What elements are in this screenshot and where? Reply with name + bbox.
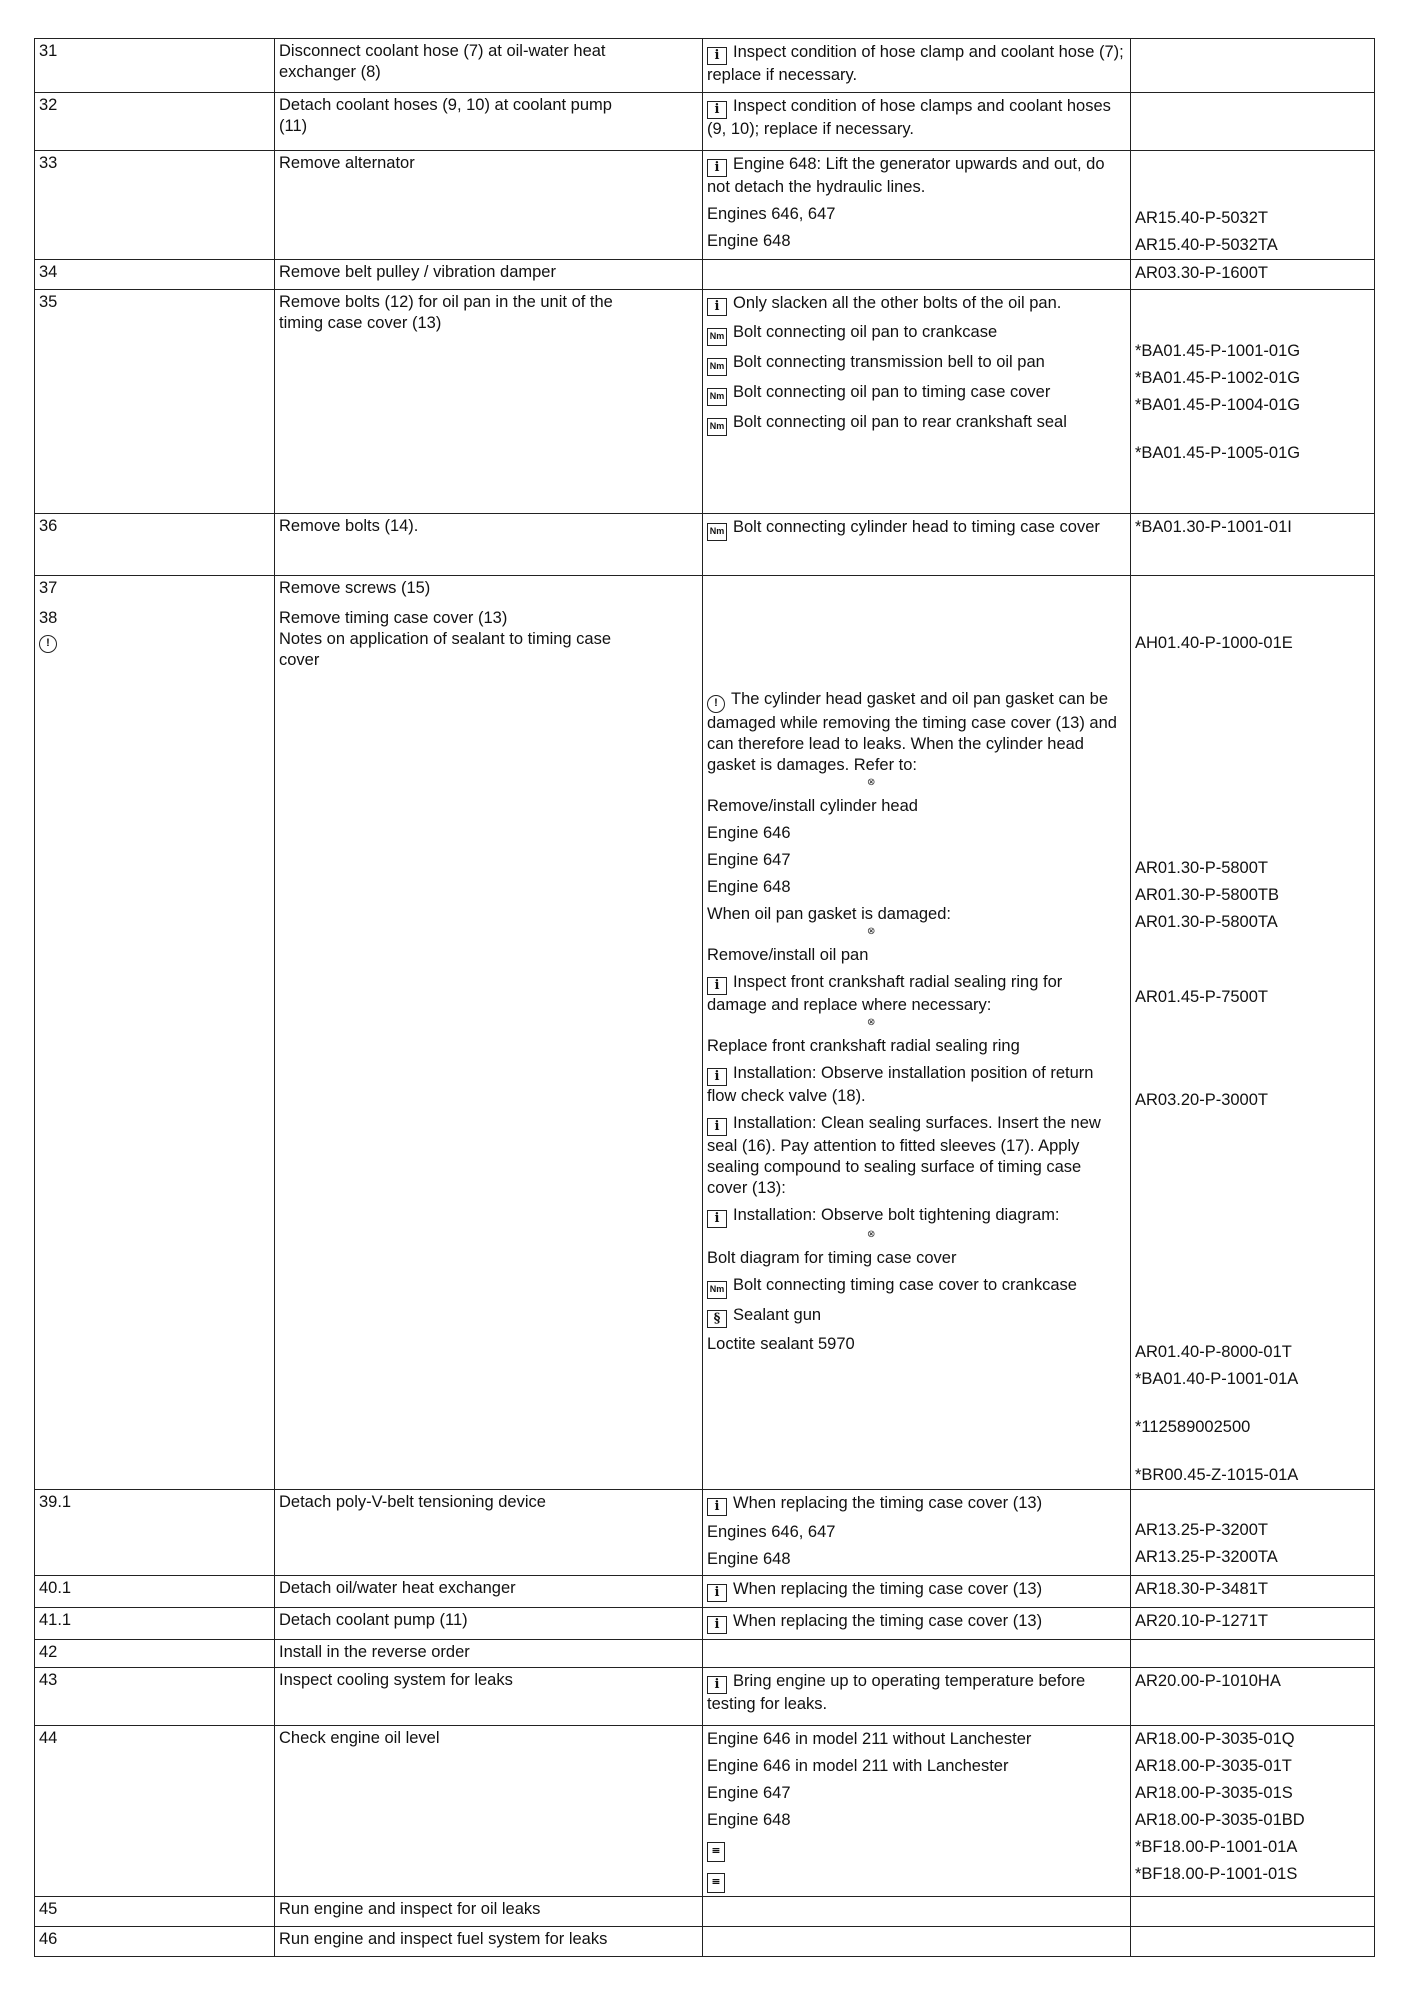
special-tool-icon: § <box>707 1310 727 1328</box>
step-action: Disconnect coolant hose (7) at oil-water heat exchanger (8) <box>275 39 703 93</box>
step-reference <box>1131 514 1375 576</box>
info-icon: i <box>707 1210 727 1228</box>
step-notes: ! The cylinder head gasket and oil pan gasket can be damaged while removing the timing case cover (13) and can therefore lead to leaks. When the cylinder head gasket is damages. Refer to: ⊗ Remove/install cylinder head Engine 646 Engine 647 Engine 648 When oil pan gasket is damaged: ⊗ Remove/install oil pan i Inspect front crankshaft radial sealing ring for damage and replace where necessary: ⊗ Replace front crankshaft radial sealing ring i Installation: Observe installation position of return flow check valve (18). i Installation: Clean sealing surfaces. Insert the new seal (16). Pay attention to fitted sleeves (17). Apply sealing compound to sealing surface of timing case cover (13): i Installation: Observe bolt tightening diagram: ⊗ Bolt diagram for timing case cover Nm Bolt connecting timing case cover to crankcase § Sealant gun Loctite sealant 5970 <box>703 576 1131 1490</box>
info-icon: i <box>707 977 727 995</box>
table-row <box>35 151 1375 260</box>
step-action: Detach oil/water heat exchanger <box>275 1576 703 1608</box>
step-notes <box>703 1927 1131 1957</box>
reference-link[interactable]: AR13.25-P-3200TA <box>1135 1548 1278 1566</box>
reference-link[interactable]: *BA01.45-P-1002-01G <box>1135 369 1301 387</box>
reference-link[interactable]: AR01.40-P-8000-01T <box>1135 1343 1292 1361</box>
step-reference <box>1131 290 1375 514</box>
step-notes: i When replacing the timing case cover (13) <box>703 1576 1131 1608</box>
reference-link[interactable]: AH01.40-P-1000-01E <box>1135 634 1293 652</box>
step-reference <box>1131 260 1375 290</box>
reference-link[interactable]: AR15.40-P-5032TA <box>1135 236 1278 254</box>
step-action: Remove alternator <box>275 151 703 260</box>
step-number: 38 <box>39 609 58 627</box>
step-reference <box>1131 1668 1375 1726</box>
step-notes: i Only slacken all the other bolts of the oil pan. Nm Bolt connecting oil pan to crankcase Nm Bolt connecting transmission bell to oil pan Nm Bolt connecting oil pan to timing case cover Nm Bolt connecting oil pan to rear crankshaft seal <box>703 290 1131 514</box>
step-action: Detach poly-V-belt tensioning device <box>275 1490 703 1576</box>
step-number: 42 <box>35 1640 275 1668</box>
reference-link[interactable]: AR03.20-P-3000T <box>1135 1091 1268 1109</box>
reference-link[interactable]: AR20.00-P-1010HA <box>1135 1672 1281 1690</box>
step-action: Run engine and inspect for oil leaks <box>275 1897 703 1927</box>
reference-link[interactable]: *112589002500 <box>1135 1418 1251 1436</box>
risk-icon: ! <box>707 695 725 713</box>
step-reference <box>1131 1490 1375 1576</box>
oil-capacity-icon: ≡ <box>707 1873 725 1893</box>
table-row <box>35 1640 1375 1668</box>
table-row <box>35 1668 1375 1726</box>
step-notes <box>703 260 1131 290</box>
step-action: Detach coolant hoses (9, 10) at coolant pump (11) <box>275 93 703 151</box>
step-number: 40.1 <box>35 1576 275 1608</box>
step-notes: i Inspect condition of hose clamps and coolant hoses (9, 10); replace if necessary. <box>703 93 1131 151</box>
reference-link[interactable]: AR15.40-P-5032T <box>1135 209 1268 227</box>
reference-link[interactable]: AR03.30-P-1600T <box>1135 264 1268 282</box>
reference-link[interactable]: AR18.00-P-3035-01Q <box>1135 1730 1295 1748</box>
step-number: 37 <box>39 579 58 597</box>
step-number: 33 <box>35 151 275 260</box>
step-notes: i Inspect condition of hose clamp and coolant hose (7); replace if necessary. <box>703 39 1131 93</box>
risk-icon: ! <box>39 635 57 653</box>
step-number: 35 <box>35 290 275 514</box>
step-number: 36 <box>35 514 275 576</box>
reference-link[interactable]: *BA01.30-P-1001-01I <box>1135 518 1292 536</box>
step-action: Run engine and inspect fuel system for leaks <box>275 1927 703 1957</box>
table-row <box>35 260 1375 290</box>
reference-link[interactable]: AR18.00-P-3035-01S <box>1135 1784 1293 1802</box>
step-reference <box>1131 576 1375 1490</box>
reference-link[interactable]: *BR00.45-Z-1015-01A <box>1135 1466 1299 1484</box>
step-reference <box>1131 1608 1375 1640</box>
table-row <box>35 576 1375 1490</box>
step-action: Detach coolant pump (11) <box>275 1608 703 1640</box>
step-action: Install in the reverse order <box>275 1640 703 1668</box>
step-action: Remove belt pulley / vibration damper <box>275 260 703 290</box>
cross-reference-icon: ⊗ <box>867 1017 876 1028</box>
info-icon: i <box>707 1676 727 1694</box>
step-reference <box>1131 1576 1375 1608</box>
step-reference <box>1131 1927 1375 1957</box>
step-reference <box>1131 1897 1375 1927</box>
info-icon: i <box>707 1118 727 1136</box>
info-icon: i <box>707 47 727 65</box>
step-action: Check engine oil level <box>275 1726 703 1897</box>
info-icon: i <box>707 101 727 119</box>
step-notes <box>703 1897 1131 1927</box>
table-row <box>35 93 1375 151</box>
step-number: 44 <box>35 1726 275 1897</box>
torque-nm-icon: Nm <box>707 523 727 541</box>
torque-nm-icon: Nm <box>707 418 727 436</box>
step-number-group <box>35 576 275 1490</box>
reference-link[interactable]: *BA01.45-P-1005-01G <box>1135 444 1301 462</box>
info-icon: i <box>707 298 727 316</box>
step-number: 46 <box>35 1927 275 1957</box>
reference-link[interactable]: AR01.45-P-7500T <box>1135 988 1268 1006</box>
reference-link[interactable]: *BA01.45-P-1004-01G <box>1135 396 1301 414</box>
table-row <box>35 1490 1375 1576</box>
table-row <box>35 1576 1375 1608</box>
reference-link[interactable]: AR20.10-P-1271T <box>1135 1612 1268 1630</box>
step-number: 39.1 <box>35 1490 275 1576</box>
step-notes: i When replacing the timing case cover (13) <box>703 1608 1131 1640</box>
info-icon: i <box>707 159 727 177</box>
step-action: Remove bolts (12) for oil pan in the unit of the timing case cover (13) <box>275 290 703 514</box>
reference-link[interactable]: *BF18.00-P-1001-01A <box>1135 1838 1298 1856</box>
cross-reference-icon: ⊗ <box>867 926 876 937</box>
step-number: 34 <box>35 260 275 290</box>
info-icon: i <box>707 1068 727 1086</box>
table-row <box>35 1726 1375 1897</box>
step-number: 45 <box>35 1897 275 1927</box>
step-notes: i Engine 648: Lift the generator upwards and out, do not detach the hydraulic lines. Engines 646, 647 Engine 648 <box>703 151 1131 260</box>
step-notes: i Bring engine up to operating temperature before testing for leaks. <box>703 1668 1131 1726</box>
cross-reference-icon: ⊗ <box>867 1229 876 1240</box>
step-number: 31 <box>35 39 275 93</box>
step-number: 32 <box>35 93 275 151</box>
reference-link[interactable]: AR13.25-P-3200T <box>1135 1521 1268 1539</box>
procedure-table <box>34 38 1375 1957</box>
torque-nm-icon: Nm <box>707 1281 727 1299</box>
step-reference <box>1131 151 1375 260</box>
reference-link[interactable]: AR18.00-P-3035-01BD <box>1135 1811 1305 1829</box>
reference-link[interactable]: AR01.30-P-5800TB <box>1135 886 1279 904</box>
table-row <box>35 514 1375 576</box>
step-action-group: Remove screws (15) Remove timing case cover (13) Notes on application of sealant to timing case cover <box>275 576 703 1490</box>
torque-nm-icon: Nm <box>707 328 727 346</box>
step-notes: Engine 646 in model 211 without Lanchester Engine 646 in model 211 with Lanchester Engine 647 Engine 648 ≡ ≡ <box>703 1726 1131 1897</box>
step-action: Remove bolts (14). <box>275 514 703 576</box>
step-number: 41.1 <box>35 1608 275 1640</box>
table-row <box>35 1608 1375 1640</box>
info-icon: i <box>707 1498 727 1516</box>
table-row <box>35 39 1375 93</box>
table-row <box>35 290 1375 514</box>
step-reference <box>1131 93 1375 151</box>
cross-reference-icon: ⊗ <box>867 777 876 788</box>
step-notes <box>703 1640 1131 1668</box>
torque-nm-icon: Nm <box>707 388 727 406</box>
oil-capacity-icon: ≡ <box>707 1842 725 1862</box>
torque-nm-icon: Nm <box>707 358 727 376</box>
reference-link[interactable]: *BF18.00-P-1001-01S <box>1135 1865 1298 1883</box>
step-notes: i When replacing the timing case cover (13) Engines 646, 647 Engine 648 <box>703 1490 1131 1576</box>
reference-link[interactable]: AR18.30-P-3481T <box>1135 1580 1268 1598</box>
step-number: 43 <box>35 1668 275 1726</box>
table-row <box>35 1927 1375 1957</box>
reference-link[interactable]: AR18.00-P-3035-01T <box>1135 1757 1292 1775</box>
step-reference <box>1131 1726 1375 1897</box>
info-icon: i <box>707 1584 727 1602</box>
reference-link[interactable]: AR01.30-P-5800T <box>1135 859 1268 877</box>
step-reference <box>1131 39 1375 93</box>
step-reference <box>1131 1640 1375 1668</box>
step-notes: Nm Bolt connecting cylinder head to timing case cover <box>703 514 1131 576</box>
step-action: Inspect cooling system for leaks <box>275 1668 703 1726</box>
reference-link[interactable]: *BA01.40-P-1001-01A <box>1135 1370 1299 1388</box>
info-icon: i <box>707 1616 727 1634</box>
table-row <box>35 1897 1375 1927</box>
reference-link[interactable]: *BA01.45-P-1001-01G <box>1135 342 1301 360</box>
procedure-table-container <box>34 38 1374 1957</box>
reference-link[interactable]: AR01.30-P-5800TA <box>1135 913 1278 931</box>
